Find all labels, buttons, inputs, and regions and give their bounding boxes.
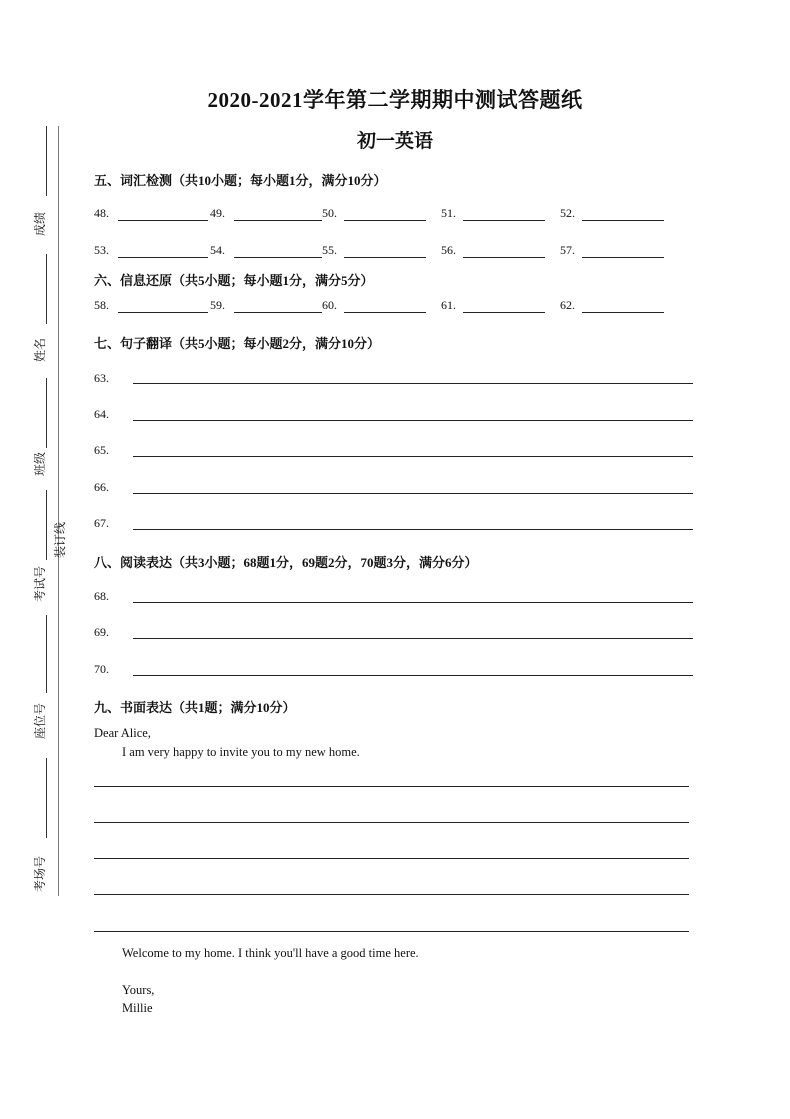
q68-number: 68.	[94, 589, 109, 603]
q64-answer-line[interactable]	[133, 420, 693, 421]
q55-answer-blank[interactable]	[344, 257, 426, 258]
q63-answer-line[interactable]	[133, 383, 693, 384]
q57-answer-blank[interactable]	[582, 257, 664, 258]
section9-heading: 九、书面表达（共1题；满分10分）	[94, 700, 296, 715]
room-no-field-line	[46, 758, 47, 838]
q56-number: 56.	[441, 243, 456, 257]
essay-line-5[interactable]	[94, 931, 689, 932]
q52-number: 52.	[560, 206, 575, 220]
q65-number: 65.	[94, 443, 109, 457]
q54-answer-blank[interactable]	[234, 257, 322, 258]
q58-number: 58.	[94, 298, 109, 312]
section8-heading: 八、阅读表达（共3小题；68题1分，69题2分，70题3分，满分6分）	[94, 555, 478, 570]
letter-signoff: Yours,	[122, 983, 155, 997]
q63-number: 63.	[94, 371, 109, 385]
q52-answer-blank[interactable]	[582, 220, 664, 221]
section6-heading: 六、信息还原（共5小题；每小题1分，满分5分）	[94, 273, 374, 288]
q53-answer-blank[interactable]	[118, 257, 208, 258]
q67-number: 67.	[94, 516, 109, 530]
score-field-line	[46, 126, 47, 196]
q60-answer-blank[interactable]	[344, 312, 426, 313]
page-title: 2020-2021学年第二学期期中测试答题纸	[207, 88, 583, 112]
q57-number: 57.	[560, 243, 575, 257]
q64-number: 64.	[94, 407, 109, 421]
name-field-line	[46, 254, 47, 324]
name-label: 姓名	[33, 338, 47, 363]
q50-number: 50.	[322, 206, 337, 220]
score-label: 成绩	[33, 212, 47, 237]
q70-answer-line[interactable]	[133, 675, 693, 676]
q58-answer-blank[interactable]	[118, 312, 208, 313]
q62-number: 62.	[560, 298, 575, 312]
q48-number: 48.	[94, 206, 109, 220]
seat-no-label: 座位号	[33, 703, 47, 740]
q60-number: 60.	[322, 298, 337, 312]
class-label: 班级	[33, 452, 47, 477]
essay-line-2[interactable]	[94, 822, 689, 823]
section5-heading: 五、词汇检测（共10小题；每小题1分，满分10分）	[94, 173, 387, 188]
q50-answer-blank[interactable]	[344, 220, 426, 221]
q66-answer-line[interactable]	[133, 493, 693, 494]
q65-answer-line[interactable]	[133, 456, 693, 457]
seat-no-field-line	[46, 615, 47, 693]
letter-signature: Millie	[122, 1001, 153, 1015]
q53-number: 53.	[94, 243, 109, 257]
exam-no-field-line	[46, 490, 47, 560]
q61-number: 61.	[441, 298, 456, 312]
q56-answer-blank[interactable]	[463, 257, 545, 258]
essay-line-4[interactable]	[94, 894, 689, 895]
q68-answer-line[interactable]	[133, 602, 693, 603]
q66-number: 66.	[94, 480, 109, 494]
q69-answer-line[interactable]	[133, 638, 693, 639]
page-subtitle: 初一英语	[356, 131, 433, 152]
q62-answer-blank[interactable]	[582, 312, 664, 313]
q67-answer-line[interactable]	[133, 529, 693, 530]
essay-line-3[interactable]	[94, 858, 689, 859]
binding-line-label: 装订线	[53, 522, 67, 559]
letter-closing: Welcome to my home. I think you'll have a good time here.	[122, 946, 419, 960]
q70-number: 70.	[94, 662, 109, 676]
q49-number: 49.	[210, 206, 225, 220]
essay-line-1[interactable]	[94, 786, 689, 787]
q69-number: 69.	[94, 625, 109, 639]
q48-answer-blank[interactable]	[118, 220, 208, 221]
q54-number: 54.	[210, 243, 225, 257]
q55-number: 55.	[322, 243, 337, 257]
letter-opening: I am very happy to invite you to my new home.	[122, 745, 360, 759]
q59-number: 59.	[210, 298, 225, 312]
letter-salutation: Dear Alice,	[94, 726, 151, 740]
q49-answer-blank[interactable]	[234, 220, 322, 221]
exam-no-label: 考试号	[33, 566, 47, 603]
section7-heading: 七、句子翻译（共5小题；每小题2分，满分10分）	[94, 336, 381, 351]
q51-answer-blank[interactable]	[463, 220, 545, 221]
q61-answer-blank[interactable]	[463, 312, 545, 313]
q59-answer-blank[interactable]	[234, 312, 322, 313]
room-no-label: 考场号	[33, 856, 47, 893]
q51-number: 51.	[441, 206, 456, 220]
